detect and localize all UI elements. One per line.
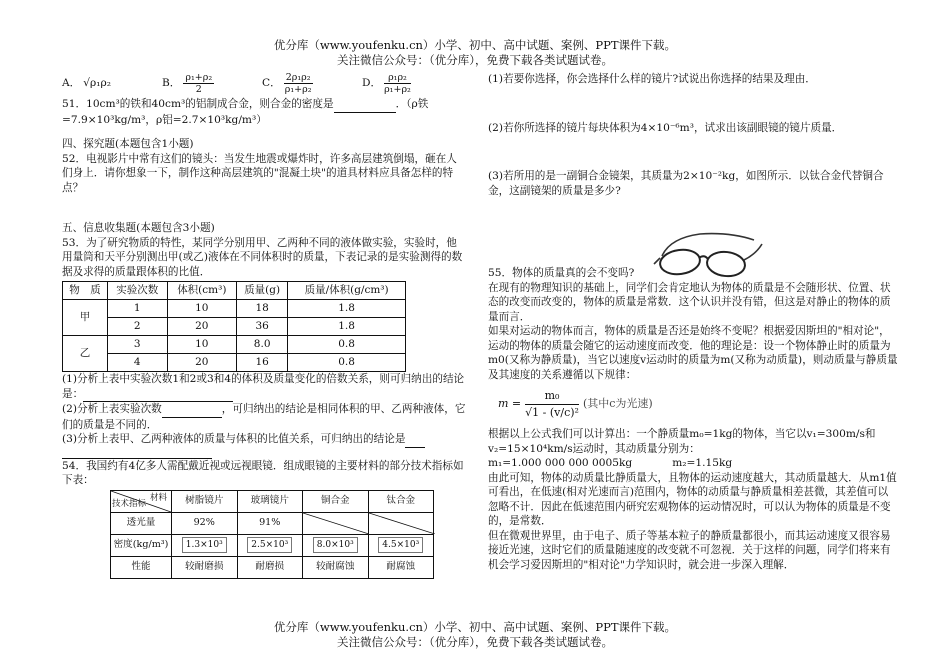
question-54-1: (1)若要你选择，你会选择什么样的镜片?试说出你选择的结果及理由． — [488, 73, 816, 85]
question-55-title: 55．物体的质量真的会不变吗? — [488, 267, 635, 279]
table-header-row — [111, 490, 434, 512]
option-a-label: A． — [62, 77, 81, 90]
q53-3-blank-line[interactable] — [62, 448, 212, 459]
q53-1-text: (1)分析上表中实验次数1和2或3和4的体积及质量变化的倍数关系，则可归纳出的结论是： — [62, 373, 465, 400]
q53-3-blank[interactable] — [405, 432, 425, 448]
question-53-2 — [62, 402, 466, 432]
table-cell — [237, 534, 303, 556]
empty-cell — [368, 512, 434, 534]
table-cell: 36 — [237, 318, 288, 336]
option-c-fraction — [284, 72, 313, 95]
material-header: 钛合金 — [368, 490, 434, 512]
question-53-3 — [62, 432, 466, 448]
material-header: 铜合金 — [303, 490, 369, 512]
question-53: 53．为了研究物质的特性，某同学分别用甲、乙两种不同的液体做实验，实验时，他用量筒和天平分别测出甲(或乙)液体在不同体积时的质量，下表记录的是实验测得的数据及求得的质量跟体积的比值． — [62, 236, 463, 278]
table-cell: 3 — [108, 336, 168, 354]
table-cell: 较耐腐蚀 — [303, 556, 369, 578]
footer-line-1: 优分库（www.youfenku.cn）小学、初中、高中试题、案例、PPT课件下载。 — [273, 620, 677, 634]
empty-cell — [303, 512, 369, 534]
table-header-cell: 质量/体积(g/cm³) — [288, 282, 406, 300]
option-d — [362, 72, 462, 95]
corner-bottom-label: 技术指标 — [112, 499, 147, 509]
question-52: 52．电视影片中常有这们的镜头：当发生地震或爆炸时，许多高层建筑倒塌，砸在人们身上．请你想象一下，制作这种高层建筑的"混凝土块"的道具材料应具备怎样的特点？ — [62, 152, 457, 194]
table-row — [63, 300, 406, 318]
table-cell: 1.8 — [288, 300, 406, 318]
lens-material-table — [110, 490, 434, 579]
option-c-label: C． — [262, 77, 281, 90]
q53-2-text-a: (2)分析上表实验次数 — [62, 403, 162, 415]
option-b-den: 2 — [195, 84, 202, 95]
table-cell: 10 — [167, 336, 237, 354]
q53-1-blank[interactable] — [83, 387, 233, 403]
answer-options — [62, 72, 466, 95]
q51-text: 51．10cm³的铁和40cm³的铝制成合金，则合金的密度是 — [62, 98, 334, 110]
result-m2: m₂=1.15kg — [672, 457, 733, 469]
material-header: 树脂镜片 — [172, 490, 238, 512]
table-cell: 0.8 — [288, 336, 406, 354]
table-cell: 2 — [108, 318, 168, 336]
q53-3-text: (3)分析上表甲、乙两种液体的质量与体积的比值关系，可归纳出的结论是 — [62, 433, 406, 445]
formula-denominator: √1 - (v/c)² — [525, 406, 579, 419]
table-cell — [303, 534, 369, 556]
table-cell: 10 — [167, 300, 237, 318]
q55-paragraph-4: 由此可知，物体的动质量比静质量大，且物体的运动速度越大，其动质量越大．从m1值可看出，在低速(相对光速而言)范围内，物体的动质量与静质量相差甚微，其差值可以忽略不计．因此在低速范围内研究宏观物体的运动情况时，可以认为物体的质量是不变的，是常数． — [488, 471, 897, 527]
question-54-3: (3)若所用的是一副铜合金镜架，其质量为2×10⁻²kg，如图所示．以钛合金代替铜合金，这副镜架的质量是多少? — [488, 170, 884, 197]
relativity-formula — [498, 388, 898, 421]
table-cell — [172, 534, 238, 556]
table-cell: 8.0 — [237, 336, 288, 354]
table-header-cell: 质量(g) — [237, 282, 288, 300]
left-column — [62, 72, 466, 579]
corner-top-label: 材料 — [149, 492, 167, 503]
q55-paragraph-3: 根据以上公式我们可以计算出：一个静质量m₀=1kg的物体，当它以v₁=300m/s和v₂=15×10⁴km/s运动时，其动质量分别为： — [488, 428, 876, 455]
option-b-num: ρ₁+ρ₂ — [185, 72, 213, 83]
table-cell: 92% — [172, 512, 238, 534]
table-cell: 18 — [237, 300, 288, 318]
q55-results — [488, 456, 898, 471]
option-c-den: ρ₁+ρ₂ — [284, 84, 312, 95]
table-cell: 较耐磨损 — [172, 556, 238, 578]
option-d-label: D． — [362, 77, 382, 90]
table-row — [63, 318, 406, 336]
table-row — [111, 556, 434, 578]
diagonal-line — [303, 513, 369, 534]
page-footer — [0, 620, 950, 650]
table-cell: 耐磨损 — [237, 556, 303, 578]
table-header-cell: 实验次数 — [108, 282, 168, 300]
row-label: 密度(kg/m³) — [111, 534, 172, 556]
q55-paragraph-5: 但在微观世界里，由于电子、质子等基本粒子的静质量都很小，而其运动速度又很容易接近光速，这时它们的质量随速度的改变就不可忽视．关于这样的问题，同学们将来有机会学习爱因斯坦的"相对论"力学知识时，就会进一步深入理解． — [488, 529, 891, 571]
question-54-2: (2)若你所选择的镜片每块体积为4×10⁻⁶m³，试求出该副眼镜的镜片质量． — [488, 121, 843, 134]
table-cell: 0.8 — [288, 354, 406, 372]
material-header: 玻璃镜片 — [237, 490, 303, 512]
table-cell: 4 — [108, 354, 168, 372]
header-line-2: 关注微信公众号：（优分库），免费下载各类试题试卷。 — [337, 53, 613, 67]
question-51 — [62, 97, 466, 127]
table-cell: 20 — [167, 318, 237, 336]
q51-tail: ．（ρ铁=7.9×10³kg/m³，ρ铝=2.7×10³kg/m³） — [62, 98, 429, 126]
section-4-title: 四、探究题(本题包含1小题) — [62, 138, 194, 150]
table-cell: 20 — [167, 354, 237, 372]
table-row — [63, 354, 406, 372]
page-header — [0, 38, 950, 68]
question-53-1 — [62, 372, 466, 402]
option-b-fraction — [183, 72, 214, 95]
q53-2-text-b: ，可归纳出的结论是相同体积的甲、乙两种液体，它们的质量是不同的． — [62, 403, 466, 431]
density-value: 2.5×10³ — [247, 537, 292, 554]
q51-blank[interactable] — [334, 97, 396, 113]
table-row — [111, 534, 434, 556]
result-m1: m₁=1.000 000 000 0005kg — [488, 457, 633, 469]
footer-line-2: 关注微信公众号：（优分库），免费下载各类试题试卷。 — [337, 635, 613, 649]
corner-cell — [111, 490, 172, 512]
question-54: 54．我国约有4亿多人需配戴近视或远视眼镜．组成眼镜的主要材料的部分技术指标如下表： — [62, 459, 464, 486]
table-cell: 1.8 — [288, 318, 406, 336]
formula-numerator: m₀ — [525, 388, 579, 405]
row-label: 性能 — [111, 556, 172, 578]
glasses-illustration — [650, 224, 766, 286]
table-row — [63, 336, 406, 354]
table-cell: 耐腐蚀 — [368, 556, 434, 578]
table-header-cell: 体积(cm³) — [167, 282, 237, 300]
experiment-table — [62, 281, 406, 372]
table-row — [111, 512, 434, 534]
option-c-num: 2ρ₁ρ₂ — [285, 72, 311, 83]
table-header-row — [63, 282, 406, 300]
density-value: 4.5×10³ — [378, 537, 423, 554]
table-cell: 16 — [237, 354, 288, 372]
table-cell: 1 — [108, 300, 168, 318]
q53-2-blank[interactable] — [162, 402, 222, 418]
density-value: 8.0×10³ — [313, 537, 358, 554]
right-column — [488, 72, 898, 572]
q55-paragraph-2: 如果对运动的物体而言，物体的质量是否还是始终不变呢？根据爱因斯坦的"相对论"，运动的物体的质量会随它的运动速度而改变．他的理论是：设一个物体静止时的质量为m0(又称为静质量)，当它以速度v运动时的质量为m(又称为动质量)，则动质量与静质量及其速度的关系遵循以下规律： — [488, 325, 898, 381]
diagonal-line — [369, 513, 435, 534]
density-value: 1.3×10³ — [182, 537, 227, 554]
table-header-cell: 物 质 — [63, 282, 108, 300]
option-c — [262, 72, 362, 95]
option-a — [62, 72, 162, 95]
table-cell: 91% — [237, 512, 303, 534]
q55-paragraph-1: 在现有的物理知识的基础上，同学们会肯定地认为物体的质量是不会随形状、位置、状态的改变而改变的，物体的质量是常数．这个认识并没有错，但这是对静止的物体的质量而言． — [488, 281, 891, 323]
row-label: 透光量 — [111, 512, 172, 534]
formula-fraction — [525, 388, 579, 421]
table-cell — [368, 534, 434, 556]
option-d-den: ρ₁+ρ₂ — [384, 84, 411, 95]
formula-lhs: m = — [498, 397, 522, 411]
section-5-title: 五、信息收集题(本题包含3小题) — [62, 222, 215, 234]
option-b — [162, 72, 262, 95]
option-d-num: ρ₁ρ₂ — [384, 72, 411, 84]
header-line-1: 优分库（www.youfenku.cn）小学、初中、高中试题、案例、PPT课件下载。 — [273, 38, 677, 52]
substance-cell: 甲 — [63, 300, 108, 336]
formula-note: (其中c为光速) — [582, 397, 653, 411]
substance-cell: 乙 — [63, 336, 108, 372]
option-d-fraction — [384, 72, 411, 95]
option-a-expr: √ρ₁ρ₂ — [83, 77, 111, 90]
option-b-label: B． — [162, 77, 181, 90]
